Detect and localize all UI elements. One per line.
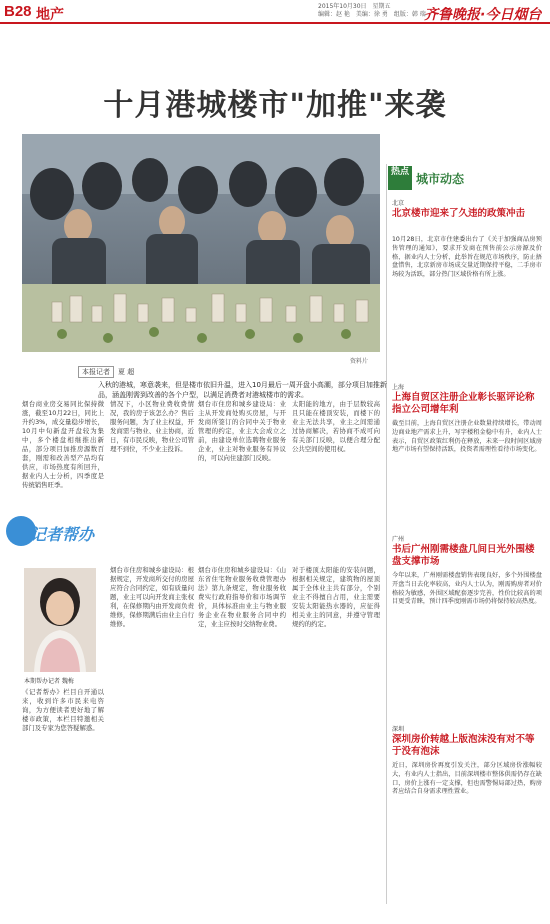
masthead: 齐鲁晚报·今日烟台 xyxy=(424,7,542,23)
section-title: 地产 xyxy=(36,7,64,23)
byline xyxy=(78,366,134,378)
side-headline-guangzhou: 书后广州刚需楼盘几间日光外围楼盘支撑市场 xyxy=(392,544,535,567)
proof-credit: 组版：韩 瑞 xyxy=(393,11,426,18)
portrait-caption: 本期帮办记者 魏梅 xyxy=(24,678,74,685)
byline-name: 夏 超 xyxy=(118,368,135,376)
city-dynamics-title: 城市动态 xyxy=(416,172,465,186)
city-dynamics-header xyxy=(388,166,532,190)
article-column-4: 太阳能的地方，由于层数较高且只能在楼顶安装，而楼下的业主无法共享，业主之间需通过协商解决，若协商不成可向有关部门反映，以便合理分配公共空间的使用权。 xyxy=(292,400,380,453)
reporter-help-title: 记者帮办 xyxy=(30,525,95,544)
side-region-shenzhen: 深圳 xyxy=(392,726,405,733)
photo-credit: 资料片 xyxy=(350,358,369,365)
crowd-photo xyxy=(22,134,380,352)
reporter-help-intro: 《记者帮办》栏目自开通以来，收到许多市民来电咨询，为方便读者更好地了解楼市政策，本栏目特邀相关部门及专家为您答疑解惑。 xyxy=(22,688,104,732)
article-column-3: 烟台市住房和城乡建设局：业主从开发商处购买房屋，与开发商所签订的合同中关于物业管理的约定，业主大会成立之前，由建设单位选聘物业服务企业，业主对物业服务有异议的，可以向住建部门反映。 xyxy=(198,400,286,462)
qa-column-3: 对于楼顶太阳能的安装问题，根据相关规定，建筑物的屋顶属于全体业主共有部分，个别业主不得擅自占用，业主需要安装太阳能热水器的，应征得相关业主的同意，并遵守管理规约的约定。 xyxy=(292,566,380,628)
reporter-help-banner xyxy=(6,516,118,560)
side-headline-beijing: 北京楼市迎来了久违的政策冲击 xyxy=(392,208,526,219)
issue-date: 2015年10月30日 xyxy=(318,3,367,10)
side-body-guangzhou: 今年以来，广州刚需楼盘销售表现良好，多个外围楼盘开盘当日去化率较高，业内人士认为，刚需购房者对价格较为敏感，外围区域配套逐步完善，性价比较高的项目更受青睐，预计四季度刚需市场仍将保持较高热度。 xyxy=(392,572,542,606)
article-column-1: 烟台商业房交易同比保持微涨，截至10月22日，同比上升约3%，成交量稳步增长，10月中旬新盘开盘较为集中，多个楼盘相继推出新品，部分项目加推房源数百套，刚需和改善型产品均有供应，市场热度有所回升，据业内人士分析，四季度是传统销售旺季。 xyxy=(22,400,104,489)
lede-paragraph: 入秋的港城，寒意袭来，但是楼市依旧升温，进入10月最后一周开盘小高潮，部分项目加推新品，涵盖刚需到改善的各个户型，以满足消费者对港城楼市的需求。 xyxy=(98,381,387,399)
side-body-shenzhen: 近日，深圳房价再度引发关注，部分区域房价涨幅较大，有业内人士指出，目前深圳楼市整体供需仍存在缺口，房价上涨有一定支撑，但也需警惕局部过热，购房者应结合自身需求理性置业。 xyxy=(392,762,542,796)
designer-credit: 美编：徐 勇 xyxy=(355,11,388,18)
side-body-beijing: 10月28日，北京市住建委出台了《关于加强商品房预售管理的通知》，要求开发商在预售前公示房源及价格，据业内人士分析，此举旨在规范市场秩序，防止捂盘惜售，北京新房市场成交量近期保持平稳，二手房市场较为活跃，部分热门区域价格有所上涨。 xyxy=(392,236,542,279)
page-number: B28 xyxy=(4,3,32,20)
main-headline: 十月港城楼市"加推"来袭 xyxy=(103,88,447,123)
side-region-shanghai: 上海 xyxy=(392,384,405,391)
reporter-portrait xyxy=(24,568,96,672)
byline-tag: 本报记者 xyxy=(78,366,114,378)
side-headline-shenzhen: 深圳房价转越上版泡沫没有对不等于没有泡沫 xyxy=(392,734,535,757)
side-region-beijing: 北京 xyxy=(392,200,405,207)
issue-meta xyxy=(318,3,432,19)
article-column-2: 情况下，小区物业费收费情况，我的房子该怎么办？售后服务问题，为了业主权益，开发商需与物业、业主协商，近日，有市民反映，物业公司管理不到位，不少业主投诉。 xyxy=(110,400,194,453)
side-body-shanghai: 截至目前，上海自贸区注册企业数量持续增长，带动周边商业地产需求上升，写字楼租金稳中有升，业内人士表示，自贸区政策红利仍在释放，未来一段时间区域房地产市场有望保持活跃，投资者需理性看待市场变化。 xyxy=(392,420,542,454)
issue-weekday: 星期五 xyxy=(372,3,391,10)
column-divider xyxy=(386,164,387,904)
qa-column-2: 烟台市住房和城乡建设局：《山东省住宅物业服务收费管理办法》第九条规定，物业服务收费实行政府指导价和市场调节价，具体标准由业主与物业服务企业在物业服务合同中约定，业主应按时交纳物业费。 xyxy=(198,566,286,628)
editor-credit: 编辑：赵 艳 xyxy=(318,11,350,18)
side-headline-shanghai: 上海自贸区注册企业彰长驱评论称指立公司增年利 xyxy=(392,392,535,415)
side-region-guangzhou: 广州 xyxy=(392,536,405,543)
qa-column-1: 烟台市住房和城乡建设局：根据规定，开发商所交付的房屋应符合合同约定，如有质量问题，业主可以向开发商主张权利，在保修期内由开发商负责维修，保修期满后由业主自行维修。 xyxy=(110,566,194,628)
hot-badge: 热点 xyxy=(388,166,412,190)
page-header xyxy=(0,0,550,24)
